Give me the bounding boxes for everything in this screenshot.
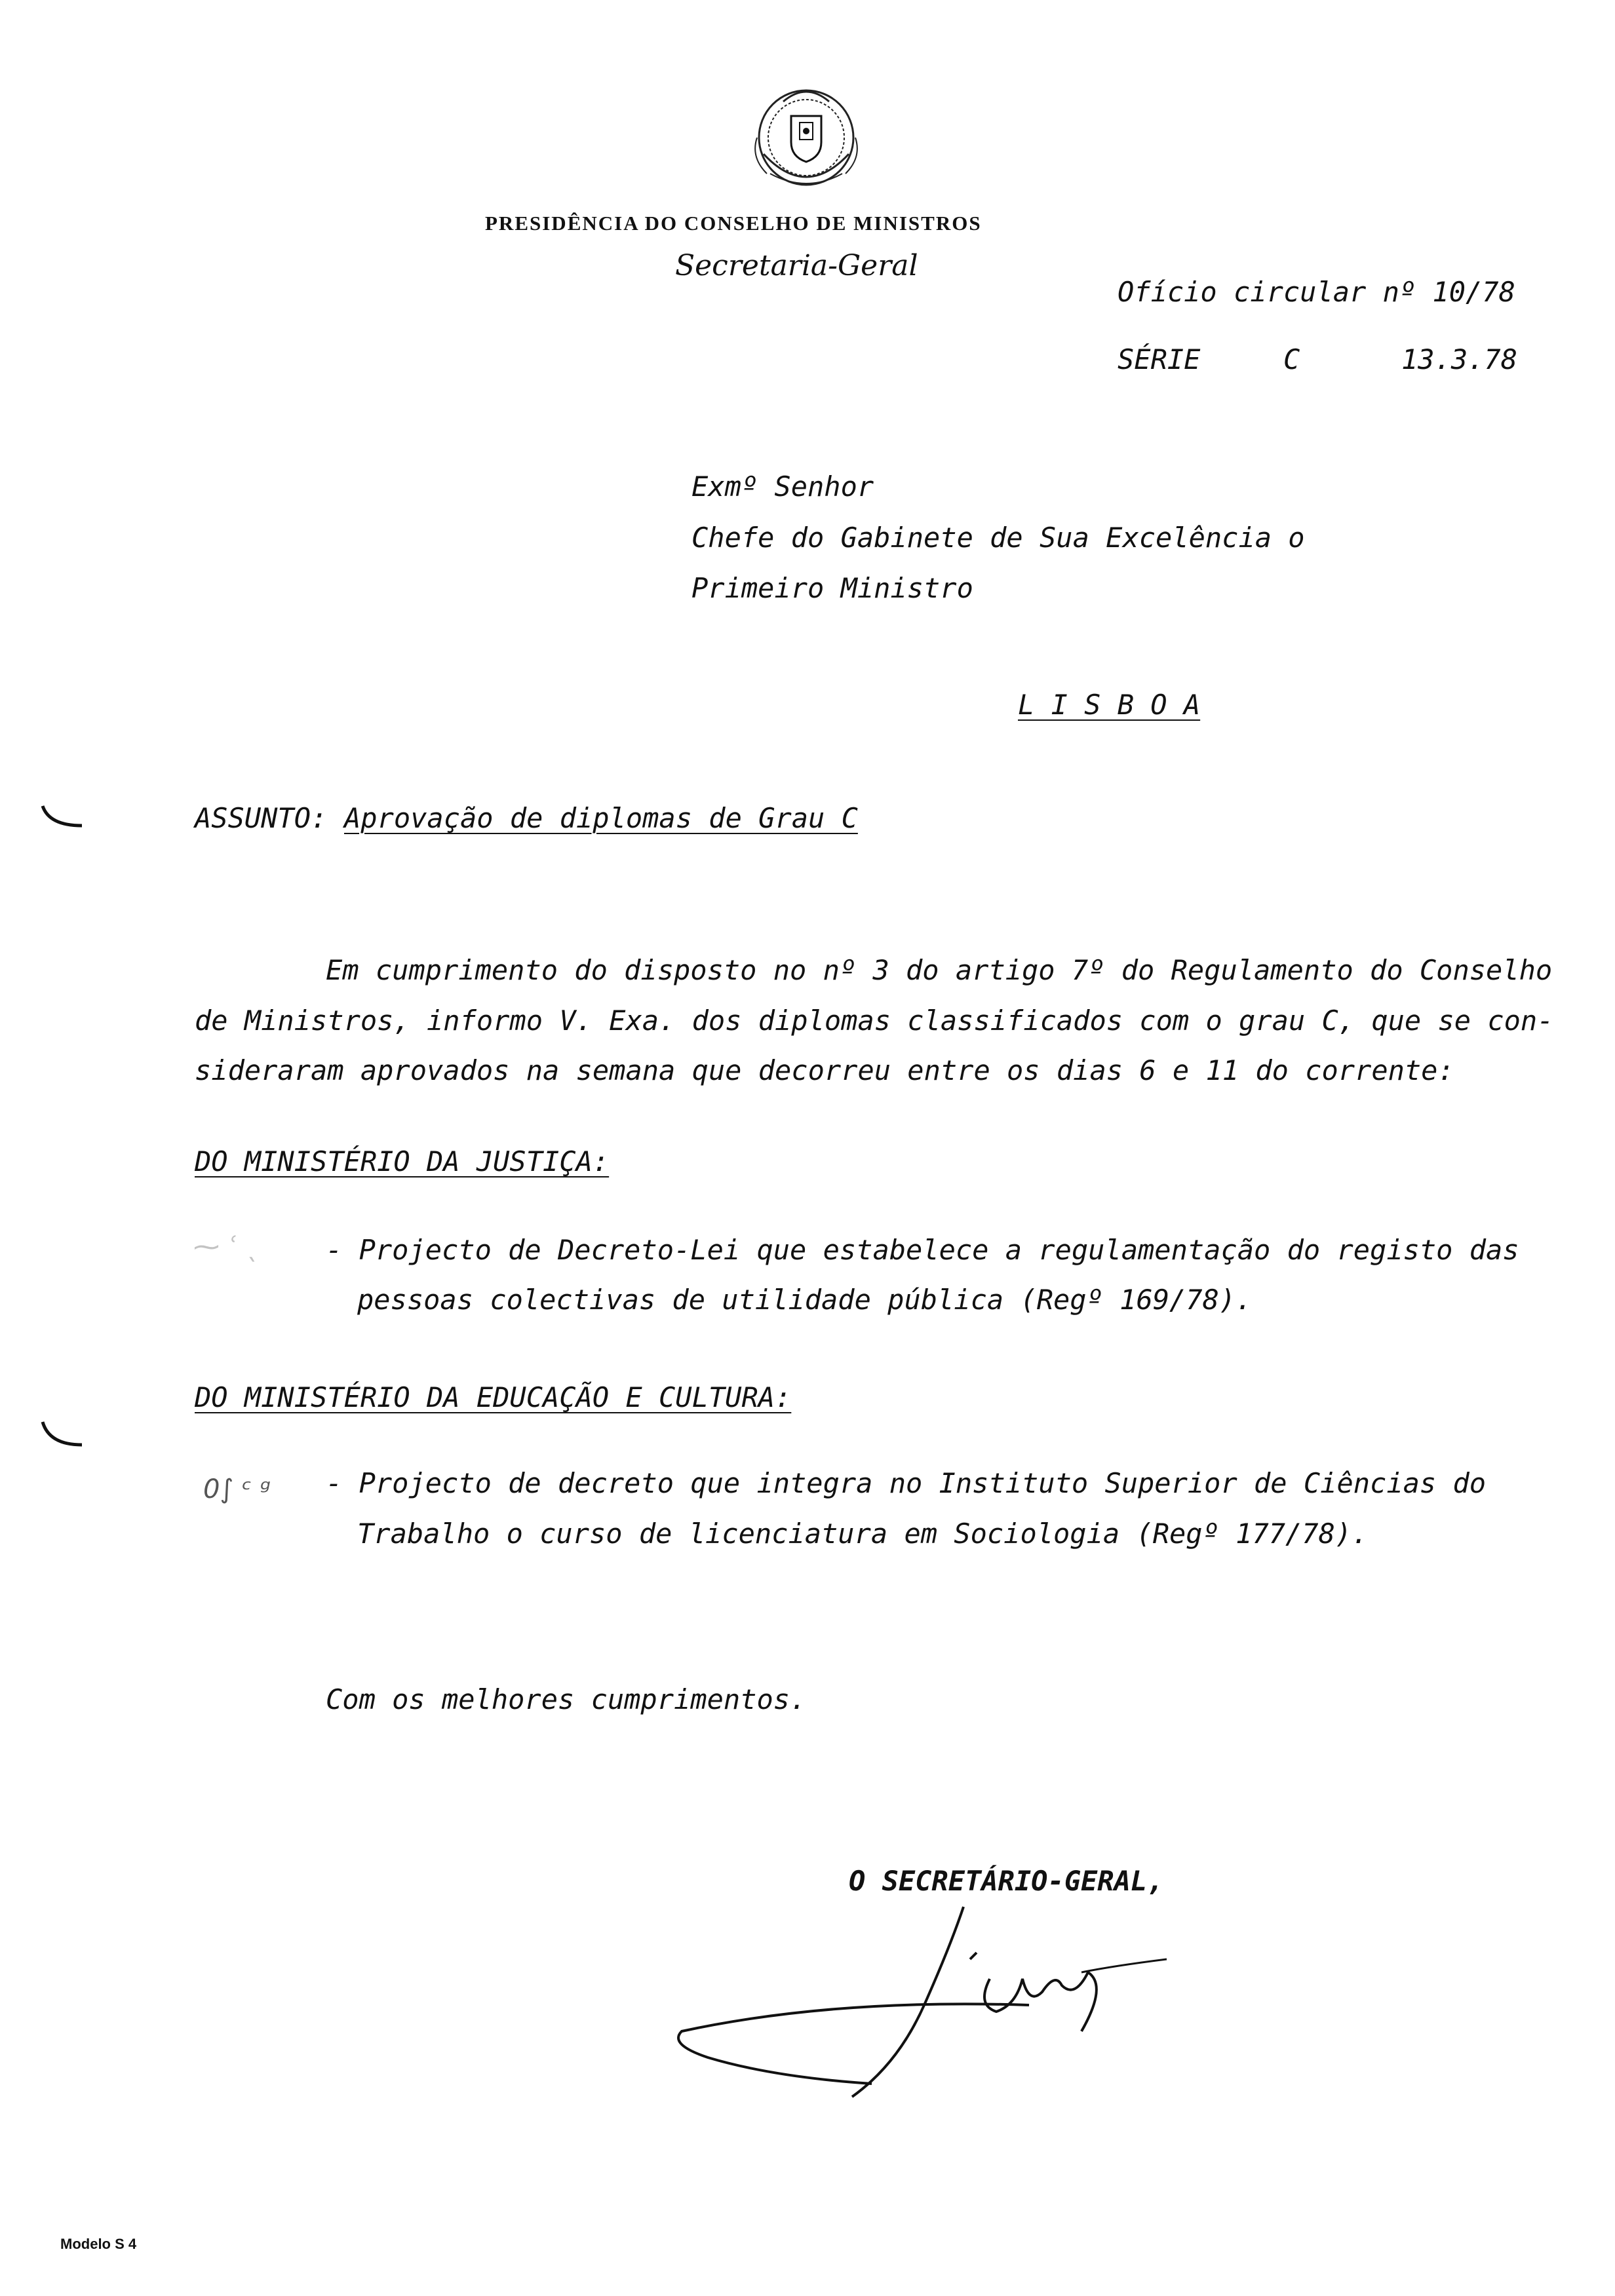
- addressee-office: Primeiro Ministro: [691, 572, 973, 604]
- section-heading-justica: DO MINISTÉRIO DA JUSTIÇA:: [195, 1145, 610, 1177]
- coat-of-arms-emblem: [744, 75, 868, 200]
- subject-label: ASSUNTO:: [195, 802, 328, 834]
- department-heading: Secretaria-Geral: [675, 249, 918, 282]
- subject-text: Aprovação de diplomas de Grau C: [344, 802, 858, 834]
- section-item-educacao-line-1: - Projecto de decreto que integra no Instituto Superior de Ciências do: [326, 1467, 1487, 1499]
- section-item-justica-line-1: - Projecto de Decreto-Lei que estabelece a regulamentação do registo das: [326, 1234, 1519, 1266]
- body-line-2: de Ministros, informo V. Exa. dos diplomas classificados com o grau C, que se con-: [195, 1004, 1554, 1037]
- section-item-justica-line-2: pessoas colectivas de utilidade pública (Regº 169/78).: [357, 1284, 1253, 1316]
- punch-hole-mark-bottom: [39, 1419, 92, 1451]
- form-code: Modelo S 4: [60, 2236, 137, 2252]
- punch-hole-mark-top: [39, 803, 92, 829]
- body-line-1: Em cumprimento do disposto no nº 3 do artigo 7º do Regulamento do Conselho: [326, 954, 1553, 986]
- handwritten-signature: [662, 1900, 1186, 2110]
- section-item-educacao-line-2: Trabalho o curso de licenciatura em Sociologia (Regº 177/78).: [357, 1518, 1369, 1550]
- closing-line: Com os melhores cumprimentos.: [326, 1683, 807, 1715]
- serie-label: SÉRIE: [1118, 343, 1201, 375]
- addressee-city: L I S B O A: [1018, 689, 1201, 721]
- oficio-reference: Ofício circular nº 10/78: [1118, 276, 1515, 308]
- serie-value: C: [1283, 343, 1300, 375]
- addressee-salutation: Exmº Senhor: [691, 470, 874, 503]
- document-date: 13.3.78: [1401, 343, 1518, 375]
- section-heading-educacao: DO MINISTÉRIO DA EDUCAÇÃO E CULTURA:: [195, 1381, 792, 1413]
- margin-annotation-2: 0∫ ᶜ ᵍ: [203, 1474, 271, 1504]
- signatory-title: O SECRETÁRIO-GERAL,: [849, 1865, 1164, 1897]
- addressee-title: Chefe do Gabinete de Sua Excelência o: [691, 522, 1305, 554]
- institution-heading: PRESIDÊNCIA DO CONSELHO DE MINISTROS: [485, 212, 982, 235]
- margin-annotation-1: ⁓ ʿ ˎ: [193, 1232, 258, 1262]
- body-line-3: sideraram aprovados na semana que decorreu entre os dias 6 e 11 do corrente:: [195, 1054, 1454, 1086]
